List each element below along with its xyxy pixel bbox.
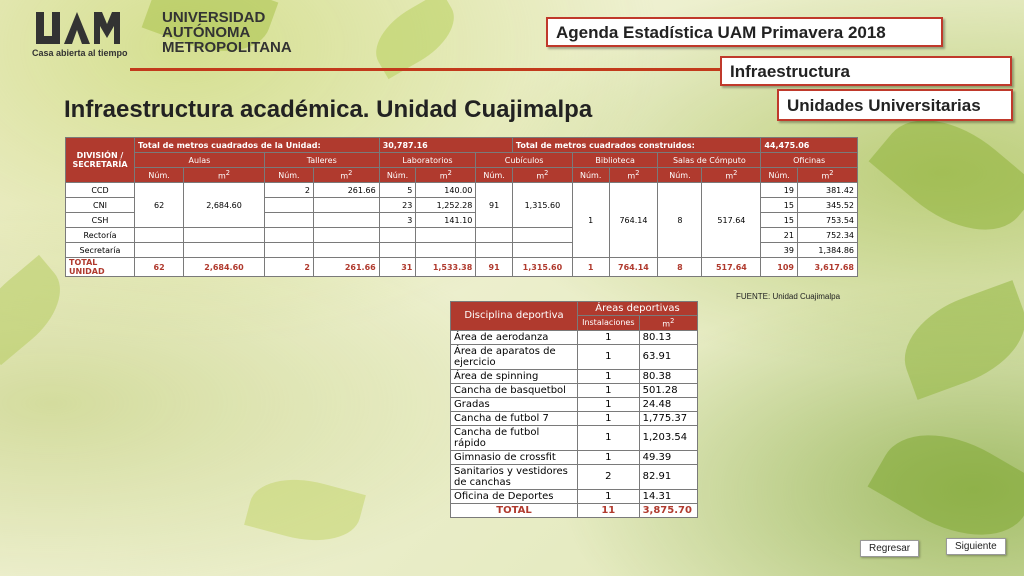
agenda-badge: Agenda Estadística UAM Primavera 2018 <box>546 17 943 47</box>
logo-tagline: Casa abierta al tiempo <box>32 48 128 58</box>
of-num: 15 <box>761 198 798 213</box>
disciplina-name: Área de aerodanza <box>451 330 578 344</box>
disciplina-name: Área de spinning <box>451 369 578 383</box>
num-header: Núm. <box>572 168 609 183</box>
m2-sup: 2 <box>225 169 231 178</box>
uam-logo-mark-icon <box>34 10 120 46</box>
of-m2: 381.42 <box>797 183 857 198</box>
total-value: 91 <box>476 258 513 277</box>
total-value: 31 <box>379 258 416 277</box>
total-inst: 11 <box>578 503 640 517</box>
areas-header: Áreas deportivas <box>578 302 698 316</box>
cub-m2 <box>512 228 572 243</box>
inst-value: 1 <box>578 411 640 425</box>
total-m2: 3,875.70 <box>639 503 697 517</box>
m2-label: m <box>217 171 226 181</box>
m2-header <box>639 316 697 331</box>
m2-label: m <box>340 171 349 181</box>
m2-value: 24.48 <box>639 397 697 411</box>
inst-value: 1 <box>578 344 640 369</box>
disciplina-name: Cancha de futbol rápido <box>451 425 578 450</box>
table-header-row <box>66 138 858 153</box>
m2-sup: 2 <box>544 169 549 178</box>
disciplina-name: Oficina de Deportes <box>451 489 578 503</box>
decorative-leaf <box>890 280 1024 400</box>
inst-value: 2 <box>578 464 640 489</box>
table-row <box>451 344 698 369</box>
m2-sup: 2 <box>733 169 738 178</box>
m2-sup: 2 <box>348 169 353 178</box>
lab-num <box>379 228 416 243</box>
aulas-num <box>135 228 184 243</box>
table-row <box>451 464 698 489</box>
of-num: 15 <box>761 213 798 228</box>
num-header: Núm. <box>379 168 416 183</box>
aulas-m2: 2,684.60 <box>184 183 265 228</box>
m2-sup: 2 <box>635 169 640 178</box>
division-header: DIVISIÓN / SECRETARÍA <box>66 138 135 183</box>
logo-line-3: METROPOLITANA <box>162 39 292 56</box>
inst-value: 1 <box>578 450 640 464</box>
logo-line-2: AUTÓNOMA <box>162 24 251 41</box>
talleres-num <box>264 243 313 258</box>
m2-header <box>797 168 857 183</box>
total-built-value: 44,475.06 <box>761 138 858 153</box>
of-num: 19 <box>761 183 798 198</box>
decorative-leaf <box>244 467 366 553</box>
m2-value: 1,203.54 <box>639 425 697 450</box>
talleres-num <box>264 213 313 228</box>
table-header-row <box>451 302 698 316</box>
row-name: CCD <box>66 183 135 198</box>
total-label: TOTAL UNIDAD <box>66 258 135 277</box>
disciplina-name: Cancha de basquetbol <box>451 383 578 397</box>
talleres-m2 <box>314 228 380 243</box>
m2-label: m <box>662 319 671 329</box>
bib-m2: 764.14 <box>609 183 658 258</box>
row-name: CSH <box>66 213 135 228</box>
total-value: 62 <box>135 258 184 277</box>
table-row <box>451 383 698 397</box>
m2-value: 501.28 <box>639 383 697 397</box>
cub-num <box>476 243 513 258</box>
m2-header <box>314 168 380 183</box>
group-header: Cubículos <box>476 153 573 168</box>
num-header: Núm. <box>476 168 513 183</box>
lab-m2 <box>416 243 476 258</box>
of-m2: 345.52 <box>797 198 857 213</box>
table-row <box>451 411 698 425</box>
bib-num: 1 <box>572 183 609 258</box>
aulas-num: 62 <box>135 183 184 228</box>
m2-label: m <box>536 171 545 181</box>
inst-value: 1 <box>578 383 640 397</box>
inst-value: 1 <box>578 397 640 411</box>
lab-m2 <box>416 228 476 243</box>
num-header: Núm. <box>135 168 184 183</box>
cub-num: 91 <box>476 183 513 228</box>
academic-infrastructure-table <box>65 137 858 277</box>
aulas-m2 <box>184 243 265 258</box>
m2-label: m <box>725 171 734 181</box>
talleres-num <box>264 228 313 243</box>
group-header: Oficinas <box>761 153 858 168</box>
m2-header <box>416 168 476 183</box>
of-num: 21 <box>761 228 798 243</box>
disciplina-name: Gimnasio de crossfit <box>451 450 578 464</box>
group-header: Aulas <box>135 153 265 168</box>
total-row <box>66 258 858 277</box>
num-header: Núm. <box>761 168 798 183</box>
logo-line-1: UNIVERSIDAD <box>162 9 266 26</box>
inst-value: 1 <box>578 425 640 450</box>
talleres-num <box>264 198 313 213</box>
lab-num: 23 <box>379 198 416 213</box>
total-value: 261.66 <box>314 258 380 277</box>
table-row <box>451 330 698 344</box>
table-row <box>66 183 858 198</box>
sc-m2: 517.64 <box>702 183 761 258</box>
total-value: 2 <box>264 258 313 277</box>
group-header: Salas de Cómputo <box>658 153 761 168</box>
table-row <box>451 489 698 503</box>
subsection-badge[interactable]: Unidades Universitarias <box>777 89 1013 121</box>
m2-label: m <box>439 171 448 181</box>
disciplina-name: Gradas <box>451 397 578 411</box>
m2-value: 63.91 <box>639 344 697 369</box>
num-header: Núm. <box>264 168 313 183</box>
table-subheader-row <box>66 168 858 183</box>
row-name: Secretaría <box>66 243 135 258</box>
talleres-num: 2 <box>264 183 313 198</box>
of-num: 39 <box>761 243 798 258</box>
row-name: Rectoría <box>66 228 135 243</box>
group-header: Biblioteca <box>572 153 657 168</box>
lab-m2: 141.10 <box>416 213 476 228</box>
back-button[interactable]: Regresar <box>860 540 919 557</box>
table-row <box>451 450 698 464</box>
talleres-m2: 261.66 <box>314 183 380 198</box>
header-divider <box>130 68 760 71</box>
m2-header <box>609 168 658 183</box>
sports-areas-table <box>450 301 698 518</box>
total-value: 3,617.68 <box>797 258 857 277</box>
m2-value: 82.91 <box>639 464 697 489</box>
total-value: 1 <box>572 258 609 277</box>
m2-header <box>184 168 265 183</box>
inst-value: 1 <box>578 369 640 383</box>
disciplina-name: Sanitarios y vestidores de canchas <box>451 464 578 489</box>
table-group-row <box>66 153 858 168</box>
sc-num: 8 <box>658 183 702 258</box>
group-header: Laboratorios <box>379 153 476 168</box>
of-m2: 752.34 <box>797 228 857 243</box>
table-row <box>451 369 698 383</box>
uam-logo <box>30 8 292 60</box>
m2-value: 1,775.37 <box>639 411 697 425</box>
of-m2: 1,384.86 <box>797 243 857 258</box>
total-label: TOTAL <box>451 503 578 517</box>
lab-m2: 140.00 <box>416 183 476 198</box>
m2-value: 49.39 <box>639 450 697 464</box>
disciplina-name: Cancha de futbol 7 <box>451 411 578 425</box>
next-button[interactable]: Siguiente <box>946 538 1006 555</box>
cub-num <box>476 228 513 243</box>
aulas-num <box>135 243 184 258</box>
num-header: Núm. <box>658 168 702 183</box>
cub-m2: 1,315.60 <box>512 183 572 228</box>
m2-header <box>512 168 572 183</box>
m2-sup: 2 <box>447 169 452 178</box>
aulas-m2 <box>184 228 265 243</box>
m2-value: 80.38 <box>639 369 697 383</box>
talleres-m2 <box>314 213 380 228</box>
total-value: 764.14 <box>609 258 658 277</box>
total-value: 1,315.60 <box>512 258 572 277</box>
inst-value: 1 <box>578 489 640 503</box>
total-unit-value: 30,787.16 <box>379 138 512 153</box>
lab-num: 3 <box>379 213 416 228</box>
total-unit-label: Total de metros cuadrados de la Unidad: <box>135 138 380 153</box>
m2-label: m <box>821 171 830 181</box>
total-value: 109 <box>761 258 798 277</box>
m2-value: 14.31 <box>639 489 697 503</box>
source-note: FUENTE: Unidad Cuajimalpa <box>736 292 841 301</box>
table-row <box>451 397 698 411</box>
lab-num <box>379 243 416 258</box>
total-row <box>451 503 698 517</box>
lab-num: 5 <box>379 183 416 198</box>
total-value: 517.64 <box>702 258 761 277</box>
m2-value: 80.13 <box>639 330 697 344</box>
uam-logo-name <box>162 10 292 55</box>
of-m2: 753.54 <box>797 213 857 228</box>
lab-m2: 1,252.28 <box>416 198 476 213</box>
total-value: 8 <box>658 258 702 277</box>
talleres-m2 <box>314 198 380 213</box>
total-built-label: Total de metros cuadrados construidos: <box>512 138 760 153</box>
row-name: CNI <box>66 198 135 213</box>
disciplina-name: Área de aparatos de ejercicio <box>451 344 578 369</box>
m2-header <box>702 168 761 183</box>
page-title: Infraestructura académica. Unidad Cuajimalpa <box>64 96 593 123</box>
m2-sup: 2 <box>670 317 675 325</box>
disciplina-header: Disciplina deportiva <box>451 302 578 331</box>
m2-label: m <box>627 171 636 181</box>
talleres-m2 <box>314 243 380 258</box>
total-value: 2,684.60 <box>184 258 265 277</box>
section-badge[interactable]: Infraestructura <box>720 56 1012 86</box>
table-row <box>451 425 698 450</box>
inst-value: 1 <box>578 330 640 344</box>
inst-header: Instalaciones <box>578 316 640 331</box>
cub-m2 <box>512 243 572 258</box>
total-value: 1,533.38 <box>416 258 476 277</box>
group-header: Talleres <box>264 153 379 168</box>
m2-sup: 2 <box>829 169 834 178</box>
